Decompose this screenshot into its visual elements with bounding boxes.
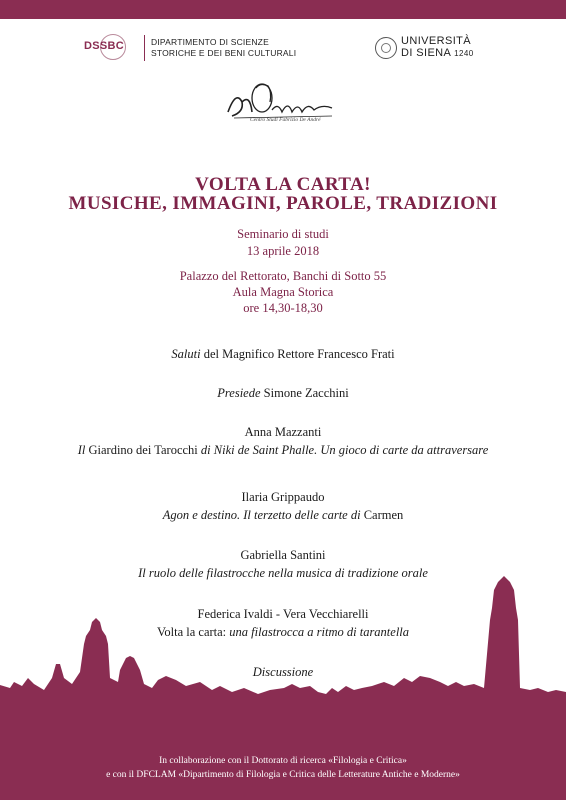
- talk-title-part: Agon e destino. Il terzetto delle carte di: [162, 508, 361, 522]
- dssbc-acronym: DSSBC: [84, 40, 125, 52]
- talk-title-part: una filastrocca a ritmo di tarantella: [229, 625, 410, 639]
- unisi-seal-icon: [375, 37, 397, 59]
- dssbc-logo: [84, 34, 296, 62]
- talk-title: [0, 508, 566, 523]
- talk-title-part: di Niki de Saint Phalle. Un gioco di carte da attraversare: [200, 443, 489, 457]
- talk-title-part: Il: [77, 443, 86, 457]
- top-bar: [0, 0, 566, 19]
- talk-title-part: Volta la carta:: [156, 625, 227, 639]
- footer-collaboration-line1: In collaborazione con il Dottorato di ricerca «Filologia e Critica»: [159, 756, 407, 766]
- talk-speaker: Federica Ivaldi - Vera Vecchiarelli: [197, 607, 369, 621]
- saluti-line: [0, 347, 566, 362]
- footer-collaboration-line2: e con il DFCLAM «Dipartimento di Filologia e Critica delle Letterature Antiche e Moderne»: [106, 770, 460, 780]
- unisi-year: 1240: [454, 49, 474, 58]
- dssbc-name-line1: DIPARTIMENTO DI SCIENZE: [151, 37, 269, 47]
- unisi-name: [401, 35, 474, 60]
- dssbc-department-name: [151, 37, 296, 59]
- event-type: Seminario di studi: [237, 227, 329, 241]
- logo-divider: [144, 35, 145, 61]
- talk-speaker: Anna Mazzanti: [244, 425, 322, 439]
- unisi-logo: [375, 35, 474, 60]
- presiede-label: Presiede: [217, 386, 261, 400]
- dssbc-emblem: [84, 34, 136, 62]
- fda-caption: Centro Studi Fabrizio De André: [250, 117, 321, 123]
- talk-title-part: Giardino dei Tarocchi: [88, 443, 198, 457]
- talk-speaker: Ilaria Grippaudo: [241, 490, 325, 504]
- saluti-label: Saluti: [171, 347, 201, 361]
- talk-title: [0, 443, 566, 458]
- event-room: Aula Magna Storica: [232, 285, 334, 299]
- presiede-line: [0, 386, 566, 401]
- dssbc-name-line2: STORICHE E DEI BENI CULTURALI: [151, 48, 297, 58]
- unisi-name-line1: UNIVERSITÀ: [401, 35, 472, 47]
- talk-speaker: Gabriella Santini: [240, 548, 326, 562]
- unisi-name-line2: DI SIENA: [401, 47, 451, 59]
- talk-title-part: Carmen: [363, 508, 404, 522]
- event-title-line1: VOLTA LA CARTA!: [195, 174, 371, 195]
- saluti-text: del Magnifico Rettore Francesco Frati: [203, 347, 395, 361]
- closing-label: Discussione: [252, 665, 314, 679]
- event-time: ore 14,30-18,30: [243, 301, 323, 315]
- event-title-line2: MUSICHE, IMMAGINI, PAROLE, TRADIZIONI: [68, 193, 498, 214]
- event-venue: Palazzo del Rettorato, Banchi di Sotto 55: [179, 269, 387, 283]
- event-date: 13 aprile 2018: [246, 244, 320, 258]
- talk-title-part: Il ruolo delle filastrocche nella musica di tradizione orale: [138, 566, 428, 580]
- presiede-text: Simone Zacchini: [263, 386, 349, 400]
